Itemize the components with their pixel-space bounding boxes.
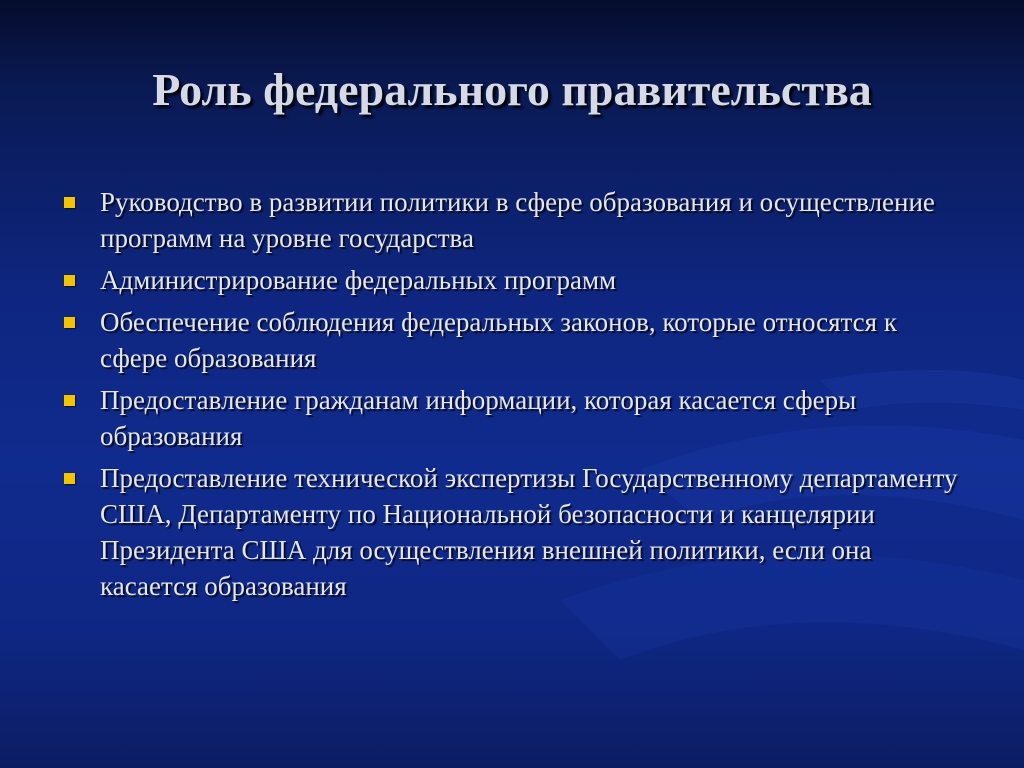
bullet-text: Предоставление гражданам информации, которая касается сферы образования — [100, 385, 857, 451]
bullet-text: Администрирование федеральных программ — [100, 265, 617, 295]
bullet-list — [62, 184, 962, 610]
yellow-square-bullet-icon — [64, 275, 75, 286]
bullet-item — [62, 184, 962, 256]
yellow-square-bullet-icon — [64, 395, 75, 406]
yellow-square-bullet-icon — [64, 197, 75, 208]
bullet-item — [62, 460, 962, 604]
slide-title: Роль федерального правительства — [152, 64, 872, 115]
yellow-square-bullet-icon — [64, 317, 75, 328]
bullet-item — [62, 304, 962, 376]
bullet-item — [62, 382, 962, 454]
bullet-item — [62, 262, 962, 298]
bullet-text: Руководство в развитии политики в сфере образования и осуществление программ на уровне государства — [100, 187, 935, 253]
bullet-text: Обеспечение соблюдения федеральных законов, которые относятся к сфере образования — [100, 307, 897, 373]
yellow-square-bullet-icon — [64, 473, 75, 484]
bullet-text: Предоставление технической экспертизы Государственному департаменту США, Департаменту по Национальной безопасности и канцелярии Президента США для осуществления внешней политики, если она касается образования — [100, 463, 958, 601]
